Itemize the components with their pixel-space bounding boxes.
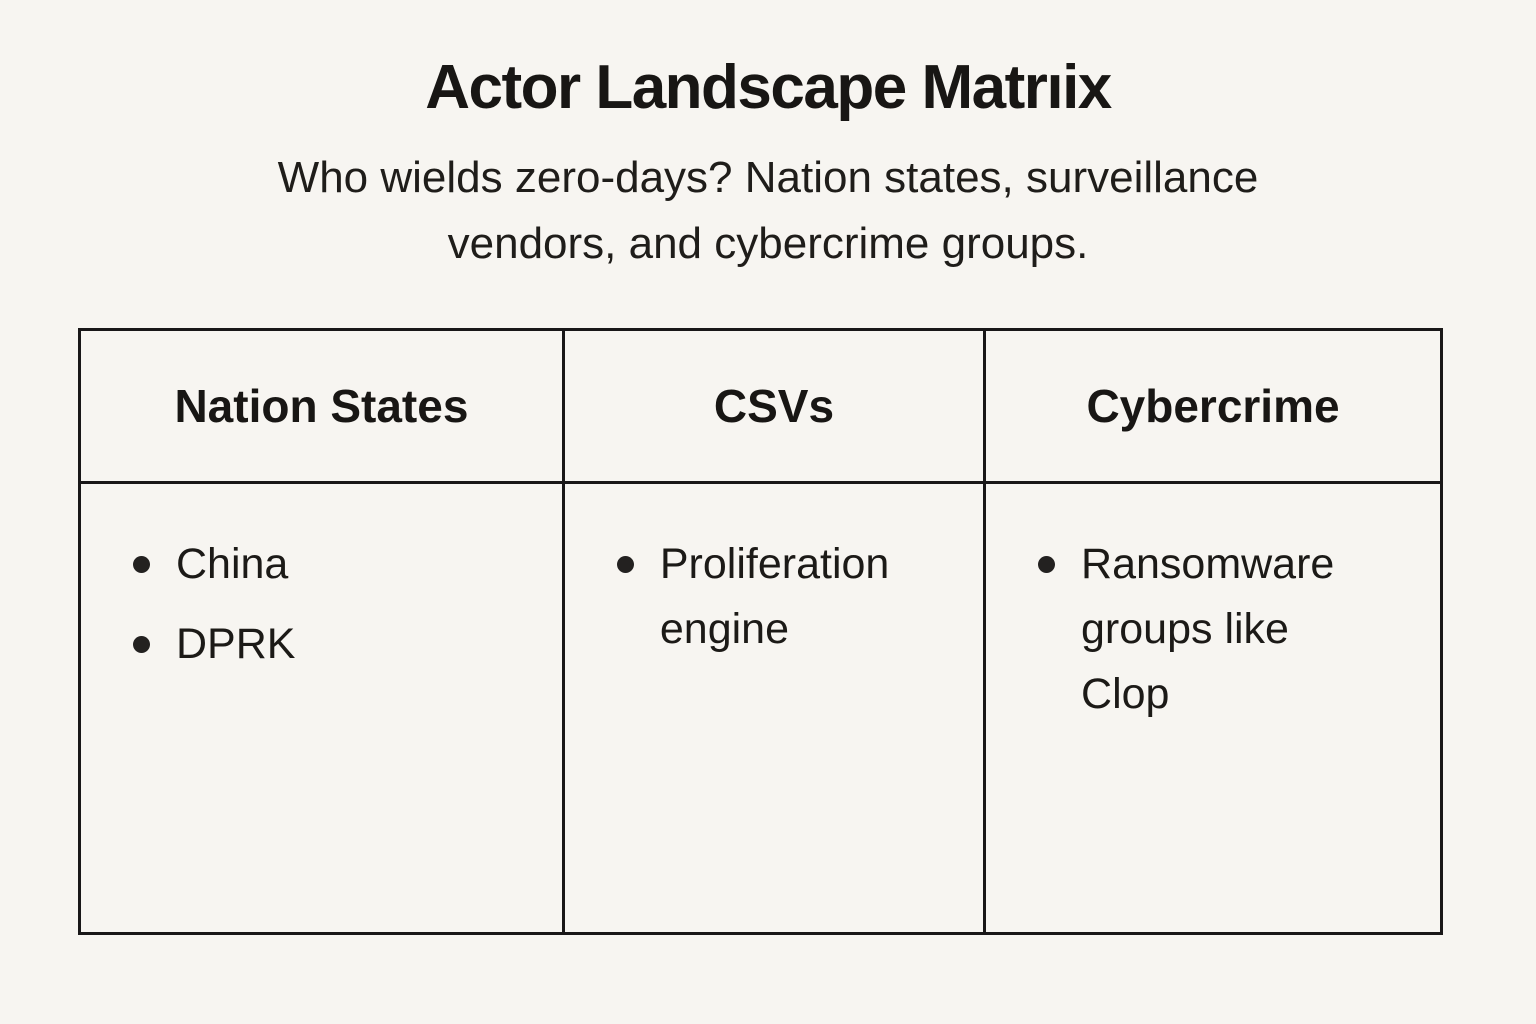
bullet-icon (617, 556, 634, 573)
list-item-text: DPRK (176, 620, 296, 668)
list-item (617, 532, 943, 662)
column-cell-cybercrime (983, 484, 1440, 932)
bullet-icon (133, 636, 150, 653)
page-subtitle (0, 145, 1536, 277)
list-item (133, 612, 522, 677)
list-item-text: Proliferation engine (659, 540, 890, 653)
column-header-csvs: CSVs (562, 331, 983, 484)
page-title: Actor Landscape Matrıix (425, 53, 1111, 122)
subtitle-line-2: vendors, and cybercrime groups. (447, 219, 1089, 268)
column-header-cybercrime: Cybercrime (983, 331, 1440, 484)
list-item (1038, 532, 1400, 727)
subtitle-line-1: Who wields zero-days? Nation states, surveillance (277, 153, 1259, 202)
actor-matrix-table (78, 328, 1443, 935)
list-item (133, 532, 522, 597)
bullet-list-csvs (617, 532, 943, 662)
column-cell-nation-states (81, 484, 562, 932)
column-cell-csvs (562, 484, 983, 932)
bullet-icon (1038, 556, 1055, 573)
list-item-text: China (176, 540, 289, 588)
column-header-nation-states: Nation States (81, 331, 562, 484)
bullet-list-nation-states (133, 532, 522, 677)
list-item-text: Ransomware groups like Clop (1081, 540, 1335, 718)
bullet-list-cybercrime (1038, 532, 1400, 727)
bullet-icon (133, 556, 150, 573)
